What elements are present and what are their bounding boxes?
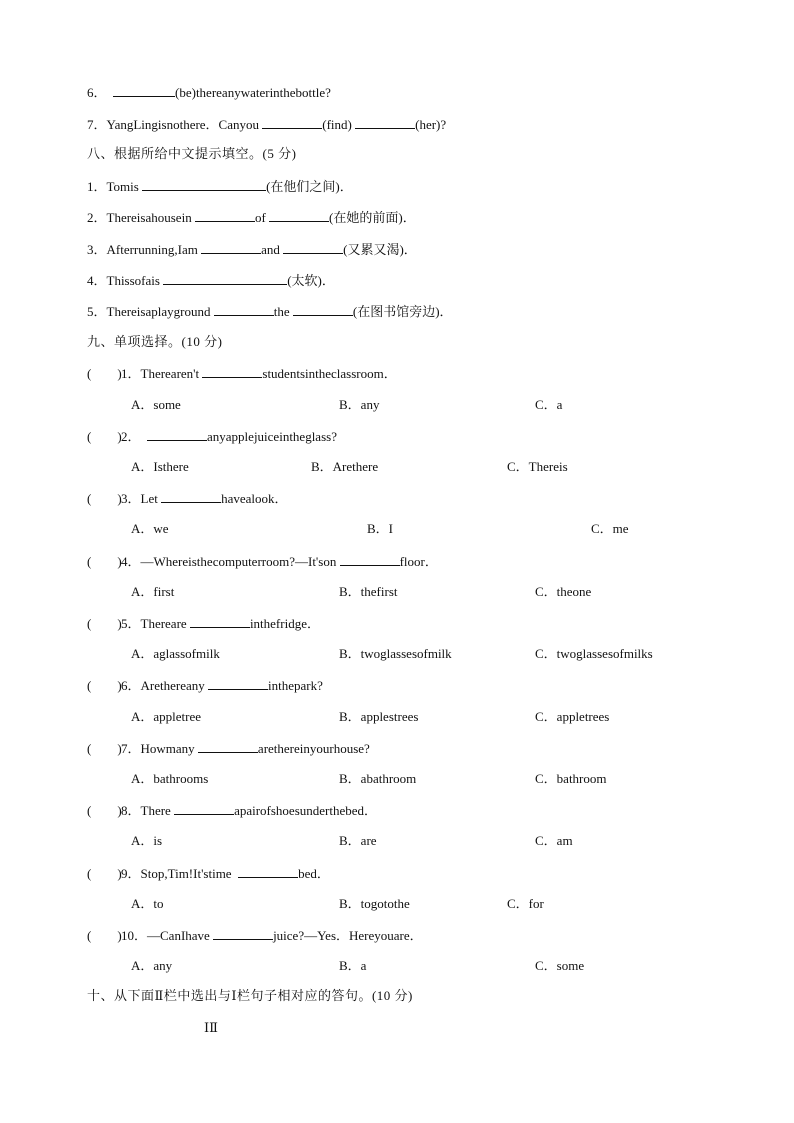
fill-item-5 <box>87 303 453 320</box>
section-10-heading: 十、从下面Ⅱ栏中选出与Ⅰ栏句子相对应的答句。(10 分) <box>87 988 413 1003</box>
option-a: A．bathrooms <box>131 771 209 786</box>
question-text: 10．—CanIhave <box>121 928 210 943</box>
answer-parentheses: ( ) <box>87 616 122 631</box>
option-c: C．theone <box>535 584 592 599</box>
option-b: B．Arethere <box>311 459 379 474</box>
question-text: 4．—Whereisthecomputerroom?—It'son <box>121 554 337 569</box>
question-text: (be)thereanywaterinthebottle? <box>175 85 331 100</box>
item-text: 2．Thereisahousein <box>87 210 192 225</box>
option-b: B．abathroom <box>339 771 417 786</box>
question-text: studentsintheclassroom． <box>262 366 397 381</box>
option-b: B．thefirst <box>339 584 398 599</box>
answer-parentheses: ( ) <box>87 866 122 881</box>
option-b: B．are <box>339 833 377 848</box>
option-c: C．am <box>535 833 573 848</box>
answer-parentheses: ( ) <box>87 678 122 693</box>
section-8-heading: 八、根据所给中文提示填空。(5 分) <box>87 146 297 161</box>
answer-blank <box>293 303 353 316</box>
question-text: 9．Stop,Tim!It'stime <box>121 866 232 881</box>
question-7-line <box>87 116 446 133</box>
answer-blank <box>142 178 266 191</box>
question-text: (find) <box>322 117 352 132</box>
option-a: A．Isthere <box>131 459 189 474</box>
answer-blank <box>340 553 400 566</box>
option-c: C．appletrees <box>535 709 610 724</box>
question-text: juice?—Yes．Hereyouare． <box>273 928 423 943</box>
mc-question-7 <box>87 740 370 757</box>
item-text: 4．Thissofais <box>87 273 160 288</box>
option-c: C．bathroom <box>535 771 607 786</box>
option-b: B．applestrees <box>339 709 419 724</box>
answer-blank <box>198 740 258 753</box>
option-c: C．for <box>507 896 544 911</box>
question-text: 7．Howmany <box>121 741 195 756</box>
option-a: A．some <box>131 397 181 412</box>
answer-blank <box>174 802 234 815</box>
question-6-line <box>87 84 331 101</box>
answer-blank <box>202 365 262 378</box>
item-text: of <box>254 210 266 225</box>
question-number: 6． <box>87 85 107 100</box>
answer-parentheses: ( ) <box>87 429 122 444</box>
question-text: 6．Arethereany <box>121 678 205 693</box>
question-text: 2． <box>121 429 141 444</box>
option-c: C．me <box>591 521 629 536</box>
mc-question-10 <box>87 927 423 944</box>
option-c: C．Thereis <box>507 459 568 474</box>
option-c: C．twoglassesofmilks <box>535 646 653 661</box>
option-c: C．some <box>535 958 585 973</box>
question-text: floor． <box>399 554 438 569</box>
answer-parentheses: ( ) <box>87 803 122 818</box>
answer-parentheses: ( ) <box>87 366 122 381</box>
item-text: the <box>273 304 290 319</box>
answer-blank <box>214 303 274 316</box>
question-text: arethereinyourhouse? <box>257 741 370 756</box>
item-text: 3．Afterrunning,Iam <box>87 242 198 257</box>
answer-blank <box>283 241 343 254</box>
option-a: A．appletree <box>131 709 202 724</box>
item-text: 5．Thereisaplayground <box>87 304 211 319</box>
answer-parentheses: ( ) <box>87 741 122 756</box>
fill-item-1 <box>87 178 353 195</box>
option-b: B．any <box>339 397 380 412</box>
section-9-heading: 九、单项选择。(10 分) <box>87 334 223 349</box>
option-b: B．a <box>339 958 367 973</box>
answer-blank <box>161 490 221 503</box>
column-headers: ⅠⅡ <box>204 1020 218 1035</box>
answer-blank <box>269 209 329 222</box>
question-text: 3．Let <box>121 491 158 506</box>
answer-blank <box>147 428 207 441</box>
answer-blank <box>355 116 415 129</box>
option-b: B．twoglassesofmilk <box>339 646 452 661</box>
answer-blank <box>195 209 255 222</box>
option-a: A．we <box>131 521 169 536</box>
fill-item-4 <box>87 272 335 289</box>
answer-blank <box>213 927 273 940</box>
question-text: (her)? <box>415 117 447 132</box>
chinese-hint: (在图书馆旁边)． <box>352 304 453 319</box>
question-text: apairofshoesunderthebed． <box>234 803 378 818</box>
question-text: bed． <box>298 866 330 881</box>
option-a: A．aglassofmilk <box>131 646 220 661</box>
answer-blank <box>190 615 250 628</box>
fill-item-2 <box>87 209 416 226</box>
mc-question-1 <box>87 365 397 382</box>
option-a: A．to <box>131 896 164 911</box>
mc-question-5 <box>87 615 320 632</box>
chinese-hint: (在他们之间)． <box>266 179 353 194</box>
answer-blank <box>163 272 287 285</box>
question-text: 1．Therearen't <box>121 366 200 381</box>
mc-question-9 <box>87 865 330 882</box>
option-b: B．I <box>367 521 394 536</box>
answer-blank <box>113 84 175 97</box>
option-b: B．togotothe <box>339 896 410 911</box>
answer-parentheses: ( ) <box>87 928 122 943</box>
option-a: A．first <box>131 584 175 599</box>
item-text: and <box>261 242 280 257</box>
question-text: 7．YangLingisnothere．Canyou <box>87 117 260 132</box>
question-text: inthepark? <box>268 678 323 693</box>
question-text: inthefridge． <box>249 616 320 631</box>
chinese-hint: (又累又渴)． <box>343 242 417 257</box>
mc-question-4 <box>87 553 438 570</box>
item-text: 1．Tomis <box>87 179 139 194</box>
answer-blank <box>238 865 298 878</box>
answer-blank <box>262 116 322 129</box>
mc-question-6 <box>87 677 323 694</box>
answer-blank <box>201 241 261 254</box>
answer-parentheses: ( ) <box>87 554 122 569</box>
question-text: 8．There <box>121 803 171 818</box>
question-text: 5．Thereare <box>121 616 187 631</box>
answer-blank <box>208 677 268 690</box>
option-a: A．is <box>131 833 163 848</box>
mc-question-8 <box>87 802 377 819</box>
chinese-hint: (在她的前面)． <box>329 210 416 225</box>
option-a: A．any <box>131 958 173 973</box>
chinese-hint: (太软)． <box>287 273 335 288</box>
question-text: havealook． <box>221 491 288 506</box>
mc-question-2 <box>87 428 337 445</box>
fill-item-3 <box>87 241 417 258</box>
mc-question-3 <box>87 490 288 507</box>
option-c: C．a <box>535 397 563 412</box>
question-text: anyapplejuiceintheglass? <box>207 429 337 444</box>
answer-parentheses: ( ) <box>87 491 122 506</box>
